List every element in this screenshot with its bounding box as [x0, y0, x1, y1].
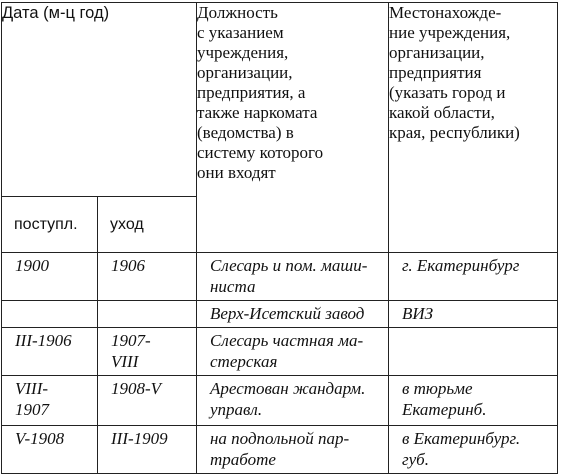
table-row	[2, 253, 558, 301]
location-cell: в Екатеринбург. губ.	[389, 426, 558, 474]
position-header: Должность с указанием учреждения, организации, предприятия, а также наркомата (ведомства) в систему которого они входят	[197, 3, 389, 253]
end-date-cell: 1906	[98, 253, 197, 301]
table-row	[2, 301, 558, 328]
start-date-cell: V-1908	[2, 426, 98, 474]
table-row	[2, 328, 558, 376]
end-date-header: уход	[98, 197, 197, 253]
date-header-label: Дата (м-ц год)	[2, 4, 110, 22]
position-cell: Верх-Исетский завод	[197, 301, 389, 328]
start-date-cell	[2, 301, 98, 328]
start-date-cell: VIII- 1907	[2, 376, 98, 426]
end-date-cell	[98, 301, 197, 328]
start-date-header: поступл.	[2, 197, 98, 253]
location-cell: в тюрьме Екатеринб.	[389, 376, 558, 426]
position-cell: Арестован жандарм. управл.	[197, 376, 389, 426]
table-row	[2, 426, 558, 474]
employment-record-table	[1, 2, 558, 474]
table-row	[2, 376, 558, 426]
location-header: Местонахожде- ние учреждения, организации, предприятия (указать город и какой области, края, республики)	[389, 3, 558, 253]
location-cell: ВИЗ	[389, 301, 558, 328]
end-date-cell: III-1909	[98, 426, 197, 474]
location-cell: г. Екатеринбург	[389, 253, 558, 301]
location-cell	[389, 328, 558, 376]
position-cell: Слесарь частная ма- стерская	[197, 328, 389, 376]
start-date-cell: 1900	[2, 253, 98, 301]
date-header	[2, 3, 197, 197]
end-date-cell: 1907- VIII	[98, 328, 197, 376]
position-cell: на подпольной пар- тработе	[197, 426, 389, 474]
end-date-cell: 1908-V	[98, 376, 197, 426]
position-cell: Слесарь и пом. маши- ниста	[197, 253, 389, 301]
start-date-cell: III-1906	[2, 328, 98, 376]
header-row	[2, 3, 558, 197]
